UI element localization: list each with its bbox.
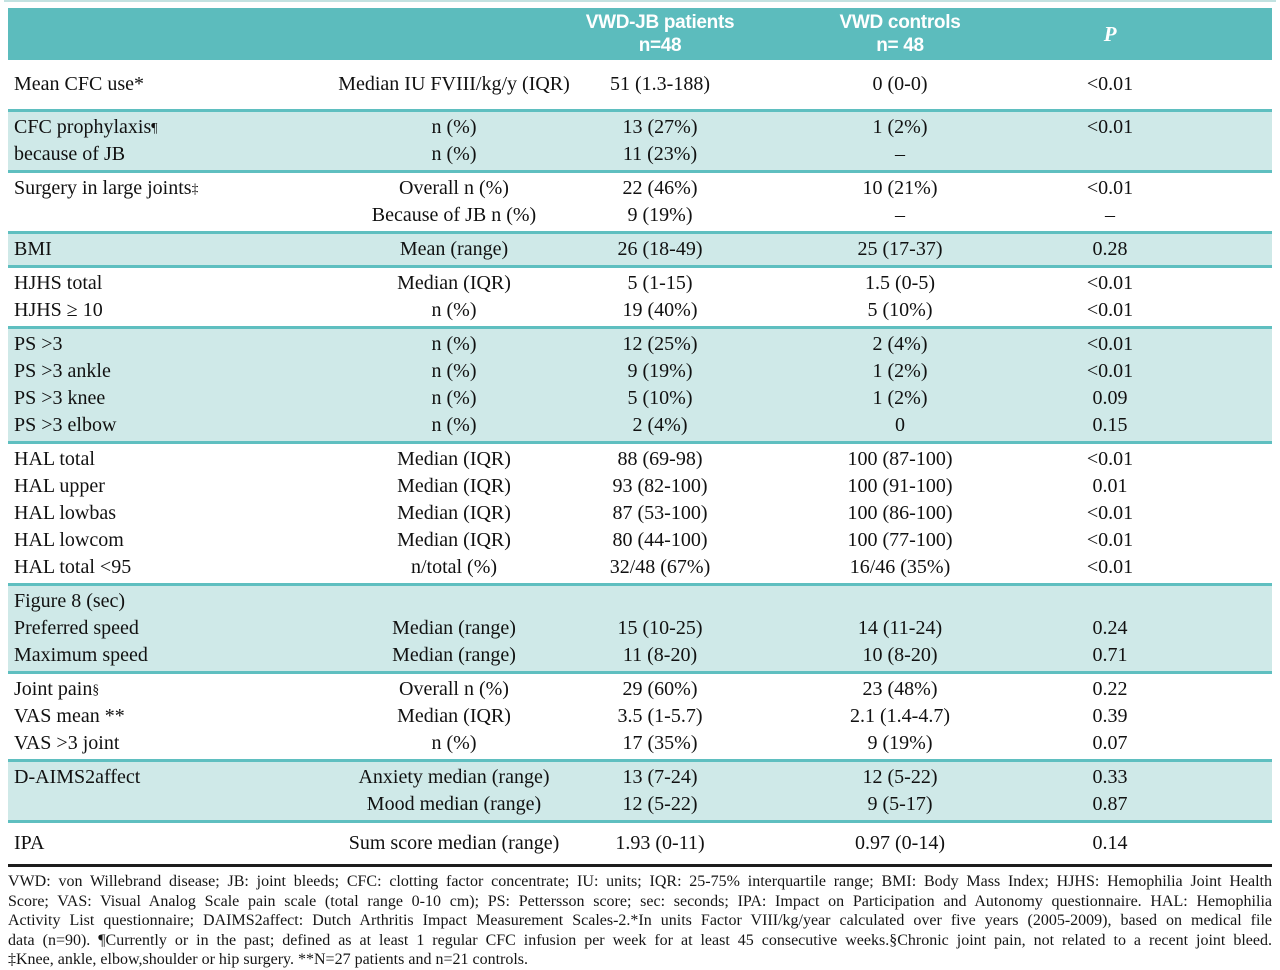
- row-p: <0.01: [1086, 556, 1134, 578]
- row-controls: 2 (4%): [872, 333, 928, 355]
- row-controls: 100 (86-100): [847, 502, 953, 524]
- row-controls: 5 (10%): [867, 299, 933, 321]
- row-p: 0.09: [1092, 387, 1128, 409]
- header-patients-cell: [585, 11, 735, 57]
- row-label: HAL total: [14, 448, 95, 470]
- table-body: [8, 60, 1272, 864]
- row-patients: 11 (8-20): [622, 644, 698, 666]
- row-p: 0.39: [1092, 705, 1128, 727]
- table-row: [8, 830, 1272, 857]
- row-patients: 32/48 (67%): [609, 556, 711, 578]
- row-measure: Median (IQR): [397, 448, 511, 470]
- table-row: [8, 71, 1272, 98]
- row-label: Figure 8 (sec): [14, 590, 126, 612]
- table-row: [8, 730, 1272, 757]
- row-label: Joint pain §: [14, 678, 100, 700]
- row-measure: n (%): [431, 299, 477, 321]
- row-p: 0.87: [1092, 793, 1128, 815]
- row-p: 0.24: [1092, 617, 1128, 639]
- row-patients: 88 (69-98): [617, 448, 703, 470]
- row-p: <0.01: [1086, 448, 1134, 470]
- row-controls: –: [895, 204, 905, 226]
- results-table: [8, 8, 1272, 867]
- row-controls: 100 (91-100): [847, 475, 953, 497]
- row-patients: 19 (40%): [622, 299, 698, 321]
- row-controls: 100 (77-100): [847, 529, 953, 551]
- row-label: HJHS ≥ 10: [14, 299, 103, 321]
- row-label: HAL upper: [14, 475, 105, 497]
- row-measure: Median IU FVIII/kg/y (IQR): [338, 73, 570, 95]
- row-controls: 100 (87-100): [847, 448, 953, 470]
- row-measure: Mood median (range): [366, 793, 542, 815]
- table-section: [8, 820, 1272, 864]
- table-section: [8, 326, 1272, 441]
- header-controls-line2: n= 48: [876, 35, 924, 56]
- row-patients: 5 (1-15): [627, 272, 693, 294]
- row-measure: Mean (range): [399, 238, 509, 260]
- row-label: IPA: [14, 832, 45, 854]
- table-row: [8, 446, 1272, 473]
- row-label: BMI: [14, 238, 52, 260]
- table-row: [8, 141, 1272, 168]
- row-patients: 11 (23%): [622, 143, 698, 165]
- row-p: 0.14: [1092, 832, 1128, 854]
- row-controls: 1 (2%): [872, 387, 928, 409]
- row-measure: Because of JB n (%): [371, 204, 537, 226]
- footnote-line: Activity List questionnaire; DAIMS2affect: Dutch Arthritis Impact Measurement Scales-2.*In units Factor VIII/kg/year calculated over five years (2005-2009), based on medical file: [8, 912, 1272, 929]
- row-measure: Median (range): [392, 644, 516, 666]
- row-label: CFC prophylaxis ¶: [14, 116, 158, 138]
- row-measure: Sum score median (range): [348, 832, 560, 854]
- row-label: D-AIMS2affect: [14, 766, 141, 788]
- row-p: 0.07: [1092, 732, 1128, 754]
- row-patients: 15 (10-25): [617, 617, 703, 639]
- table-row: [8, 642, 1272, 669]
- row-measure: n (%): [431, 333, 477, 355]
- row-patients: 29 (60%): [622, 678, 698, 700]
- row-patients: 87 (53-100): [612, 502, 708, 524]
- row-label: HAL total <95: [14, 556, 132, 578]
- row-p: 0.01: [1092, 475, 1128, 497]
- table-row: [8, 703, 1272, 730]
- row-measure: n (%): [431, 732, 477, 754]
- row-measure: n (%): [431, 143, 477, 165]
- row-label: HAL lowcom: [14, 529, 124, 551]
- row-label: Maximum speed: [14, 644, 148, 666]
- table-section: [8, 759, 1272, 820]
- row-patients: 3.5 (1-5.7): [617, 705, 703, 727]
- table-section: [8, 441, 1272, 583]
- footnote-line: Score; VAS: Visual Analog Scale pain scale (total range 0-10 cm); PS: Pettersson score; sec: seconds; IPA: Impact on Participation and Autonomy questionnaire. HAL: Hemophilia: [8, 892, 1272, 910]
- row-patients: 17 (35%): [622, 732, 698, 754]
- table-top-rule: [4, 0, 1276, 2]
- row-patients: 13 (27%): [622, 116, 698, 138]
- row-controls: 12 (5-22): [862, 766, 938, 788]
- row-p: 0.22: [1092, 678, 1128, 700]
- table-header-row: [8, 8, 1272, 60]
- row-label: PS >3 ankle: [14, 360, 111, 382]
- table-row: [8, 473, 1272, 500]
- row-controls: 2.1 (1.4-4.7): [850, 705, 950, 727]
- table-row: [8, 500, 1272, 527]
- table-row: [8, 615, 1272, 642]
- row-p: <0.01: [1086, 502, 1134, 524]
- row-p: <0.01: [1086, 177, 1134, 199]
- row-controls: 1 (2%): [872, 116, 928, 138]
- row-controls: 25 (17-37): [857, 238, 943, 260]
- table-row: [8, 202, 1272, 229]
- row-label: VAS >3 joint: [14, 732, 120, 754]
- row-p: –: [1105, 204, 1115, 226]
- row-label: Surgery in large joints ‡: [14, 177, 199, 199]
- row-label: HAL lowbas: [14, 502, 117, 524]
- table-footnote: [8, 872, 1272, 970]
- header-patients-line1: VWD-JB patients: [585, 12, 735, 33]
- table-bottom-rule: [8, 864, 1272, 867]
- table-section: [8, 583, 1272, 671]
- row-controls: –: [895, 143, 905, 165]
- row-measure: Overall n (%): [399, 678, 509, 700]
- table-section: [8, 109, 1272, 170]
- row-measure: Median (IQR): [397, 272, 511, 294]
- header-patients-line2: n=48: [638, 35, 682, 56]
- row-controls: 16/46 (35%): [849, 556, 951, 578]
- row-measure: n/total (%): [410, 556, 498, 578]
- row-controls: 1 (2%): [872, 360, 928, 382]
- row-label: PS >3 elbow: [14, 414, 117, 436]
- row-p: <0.01: [1086, 360, 1134, 382]
- row-measure: Median (range): [392, 617, 516, 639]
- header-p-cell: P: [1103, 21, 1117, 46]
- row-controls: 9 (19%): [867, 732, 933, 754]
- header-controls-cell: [720, 11, 1080, 57]
- table-row: [8, 331, 1272, 358]
- footnote-line: ‡Knee, ankle, elbow,shoulder or hip surgery. **N=27 patients and n=21 controls.: [8, 951, 529, 968]
- table-section: [8, 671, 1272, 759]
- table-row: [8, 527, 1272, 554]
- table-row: [8, 114, 1272, 141]
- row-measure: n (%): [431, 116, 477, 138]
- row-controls: 14 (11-24): [857, 617, 943, 639]
- row-p: <0.01: [1086, 73, 1134, 95]
- table-row: [8, 791, 1272, 818]
- row-p: <0.01: [1086, 333, 1134, 355]
- row-patients: 1.93 (0-11): [615, 832, 705, 854]
- table-row: [8, 764, 1272, 791]
- row-patients: 12 (25%): [622, 333, 698, 355]
- row-measure: Median (IQR): [397, 705, 511, 727]
- row-measure: Anxiety median (range): [358, 766, 550, 788]
- row-label: Preferred speed: [14, 617, 139, 639]
- row-p: <0.01: [1086, 529, 1134, 551]
- row-p: 0.28: [1092, 238, 1128, 260]
- row-measure: Overall n (%): [399, 177, 509, 199]
- row-label: HJHS total: [14, 272, 103, 294]
- table-section: [8, 231, 1272, 265]
- row-measure: n (%): [431, 387, 477, 409]
- row-p: 0.15: [1092, 414, 1128, 436]
- table-row: [8, 588, 1272, 615]
- row-patients: 5 (10%): [627, 387, 693, 409]
- row-patients: 2 (4%): [632, 414, 688, 436]
- row-controls: 0 (0-0): [872, 73, 928, 95]
- table-section: [8, 265, 1272, 326]
- table-row: [8, 297, 1272, 324]
- row-controls: 10 (8-20): [862, 644, 938, 666]
- row-patients: 26 (18-49): [617, 238, 703, 260]
- table-row: [8, 412, 1272, 439]
- table-section: [8, 60, 1272, 109]
- table-row: [8, 676, 1272, 703]
- row-patients: 9 (19%): [627, 360, 693, 382]
- row-controls: 0.97 (0-14): [855, 832, 945, 854]
- row-p: 0.71: [1092, 644, 1128, 666]
- row-controls: 1.5 (0-5): [865, 272, 935, 294]
- row-controls: 0: [895, 414, 905, 436]
- table-row: [8, 358, 1272, 385]
- row-label: because of JB: [14, 143, 126, 165]
- table-row: [8, 236, 1272, 263]
- row-p: <0.01: [1086, 299, 1134, 321]
- row-measure: Median (IQR): [397, 529, 511, 551]
- row-measure: n (%): [431, 414, 477, 436]
- row-label: Mean CFC use*: [14, 73, 144, 95]
- row-p: <0.01: [1086, 116, 1134, 138]
- row-patients: 9 (19%): [627, 204, 693, 226]
- table-row: [8, 554, 1272, 581]
- row-patients: 93 (82-100): [612, 475, 708, 497]
- row-patients: 80 (44-100): [612, 529, 708, 551]
- row-controls: 10 (21%): [862, 177, 938, 199]
- row-label: PS >3 knee: [14, 387, 106, 409]
- row-patients: 12 (5-22): [622, 793, 698, 815]
- row-patients: 51 (1.3-188): [610, 73, 710, 95]
- footnote-line: VWD: von Willebrand disease; JB: joint bleeds; CFC: clotting factor concentrate; IU: units; IQR: 25-75% interquartile range; BMI: Body Mass Index; HJHS: Hemophilia Joint Health: [8, 873, 1272, 890]
- row-measure: n (%): [431, 360, 477, 382]
- row-label: PS >3: [14, 333, 63, 355]
- table-row: [8, 385, 1272, 412]
- row-controls: 9 (5-17): [867, 793, 933, 815]
- row-controls: 23 (48%): [862, 678, 938, 700]
- row-measure: Median (IQR): [397, 502, 511, 524]
- row-patients: 22 (46%): [622, 177, 698, 199]
- table-section: [8, 170, 1272, 231]
- row-patients: 13 (7-24): [622, 766, 698, 788]
- row-p: <0.01: [1086, 272, 1134, 294]
- row-p: 0.33: [1092, 766, 1128, 788]
- footnote-line: data (n=90). ¶Currently or in the past; defined as at least 1 regular CFC infusion per week for at least 45 consecutive weeks.§Chronic joint pain, not related to a recent joint bleed.: [8, 931, 1272, 949]
- table-row: [8, 270, 1272, 297]
- table-row: [8, 175, 1272, 202]
- row-measure: Median (IQR): [397, 475, 511, 497]
- row-label: VAS mean **: [14, 705, 125, 727]
- header-controls-line1: VWD controls: [839, 12, 961, 33]
